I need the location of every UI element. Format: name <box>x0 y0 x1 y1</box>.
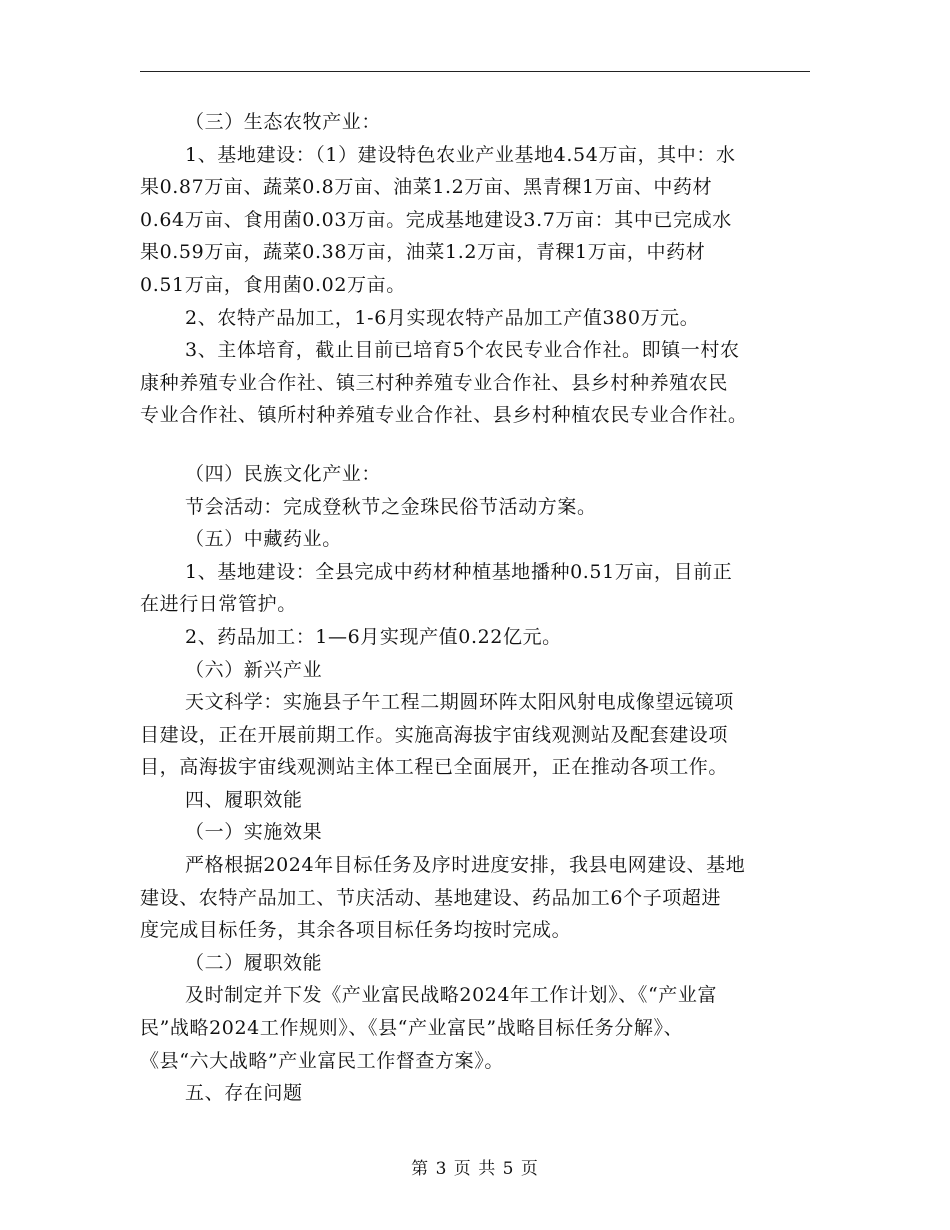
paragraph-line: 康种养殖专业合作社、镇三村种养殖专业合作社、县乡村种养殖农民 <box>140 371 729 394</box>
paragraph-line: 在进行日常管护。 <box>140 593 297 616</box>
paragraph-line: 0.64万亩、食用菌0.03万亩。完成基地建设3.7万亩：其中已完成水 <box>140 208 732 231</box>
section-heading: （一）实施效果 <box>185 821 323 844</box>
paragraph-line: 《县“六大战略”产业富民工作督查方案》。 <box>140 1049 504 1072</box>
paragraph-line: 建设、农特产品加工、节庆活动、基地建设、药品加工6个子项超进 <box>140 886 722 909</box>
paragraph-line: 1、基地建设：（1）建设特色农业产业基地4.54万亩，其中：水 <box>185 143 736 166</box>
paragraph-line: 严格根据2024年目标任务及序时进度安排，我县电网建设、基地 <box>185 854 746 877</box>
section-heading: 四、履职效能 <box>185 788 303 811</box>
paragraph-line: 0.51万亩，食用菌0.02万亩。 <box>140 273 406 296</box>
section-heading: （四）民族文化产业： <box>185 462 382 485</box>
header-rule <box>140 71 810 72</box>
section-heading: 五、存在问题 <box>185 1082 303 1105</box>
paragraph-line: 度完成目标任务，其余各项目标任务均按时完成。 <box>140 919 572 942</box>
section-heading: （六）新兴产业 <box>185 658 323 681</box>
paragraph-line: 1、基地建设：全县完成中药材种植基地播种0.51万亩，目前正 <box>185 560 733 583</box>
paragraph-line: 及时制定并下发《产业富民战略2024年工作计划》、《“产业富 <box>185 984 718 1007</box>
paragraph-line: 果0.87万亩、蔬菜0.8万亩、油菜1.2万亩、黑青稞1万亩、中药材 <box>140 176 713 199</box>
document-body <box>140 106 810 1110</box>
paragraph-line: 目，高海拔宇宙线观测站主体工程已全面展开，正在推动各项工作。 <box>140 756 729 779</box>
paragraph-line: 目建设，正在开展前期工作。实施高海拔宇宙线观测站及配套建设项 <box>140 723 729 746</box>
section-heading: （五）中藏药业。 <box>185 528 342 551</box>
section-heading: （二）履职效能 <box>185 951 323 974</box>
paragraph-line: 天文科学：实施县子午工程二期圆环阵太阳风射电成像望远镜项 <box>185 691 734 714</box>
paragraph-line: 果0.59万亩，蔬菜0.38万亩，油菜1.2万亩，青稞1万亩，中药材 <box>140 241 706 264</box>
paragraph-line: 2、药品加工：1—6月实现产值0.22亿元。 <box>185 625 562 648</box>
paragraph-line: 3、主体培育，截止目前已培育5个农民专业合作社。即镇一村农 <box>185 339 740 362</box>
page-number-footer: 第 3 页 共 5 页 <box>411 1159 539 1179</box>
paragraph-line: 节会活动：完成登秋节之金珠民俗节活动方案。 <box>185 495 597 518</box>
paragraph-line: 民”战略2024工作规则》、《县“产业富民”战略目标任务分解》、 <box>140 1017 684 1040</box>
paragraph-gap <box>140 432 810 458</box>
paragraph-line: 专业合作社、镇所村种养殖专业合作社、县乡村种植农民专业合作社。 <box>140 404 748 427</box>
section-heading: （三）生态农牧产业： <box>185 111 382 133</box>
paragraph-line: 2、农特产品加工，1-6月实现农特产品加工产值380万元。 <box>185 306 700 329</box>
